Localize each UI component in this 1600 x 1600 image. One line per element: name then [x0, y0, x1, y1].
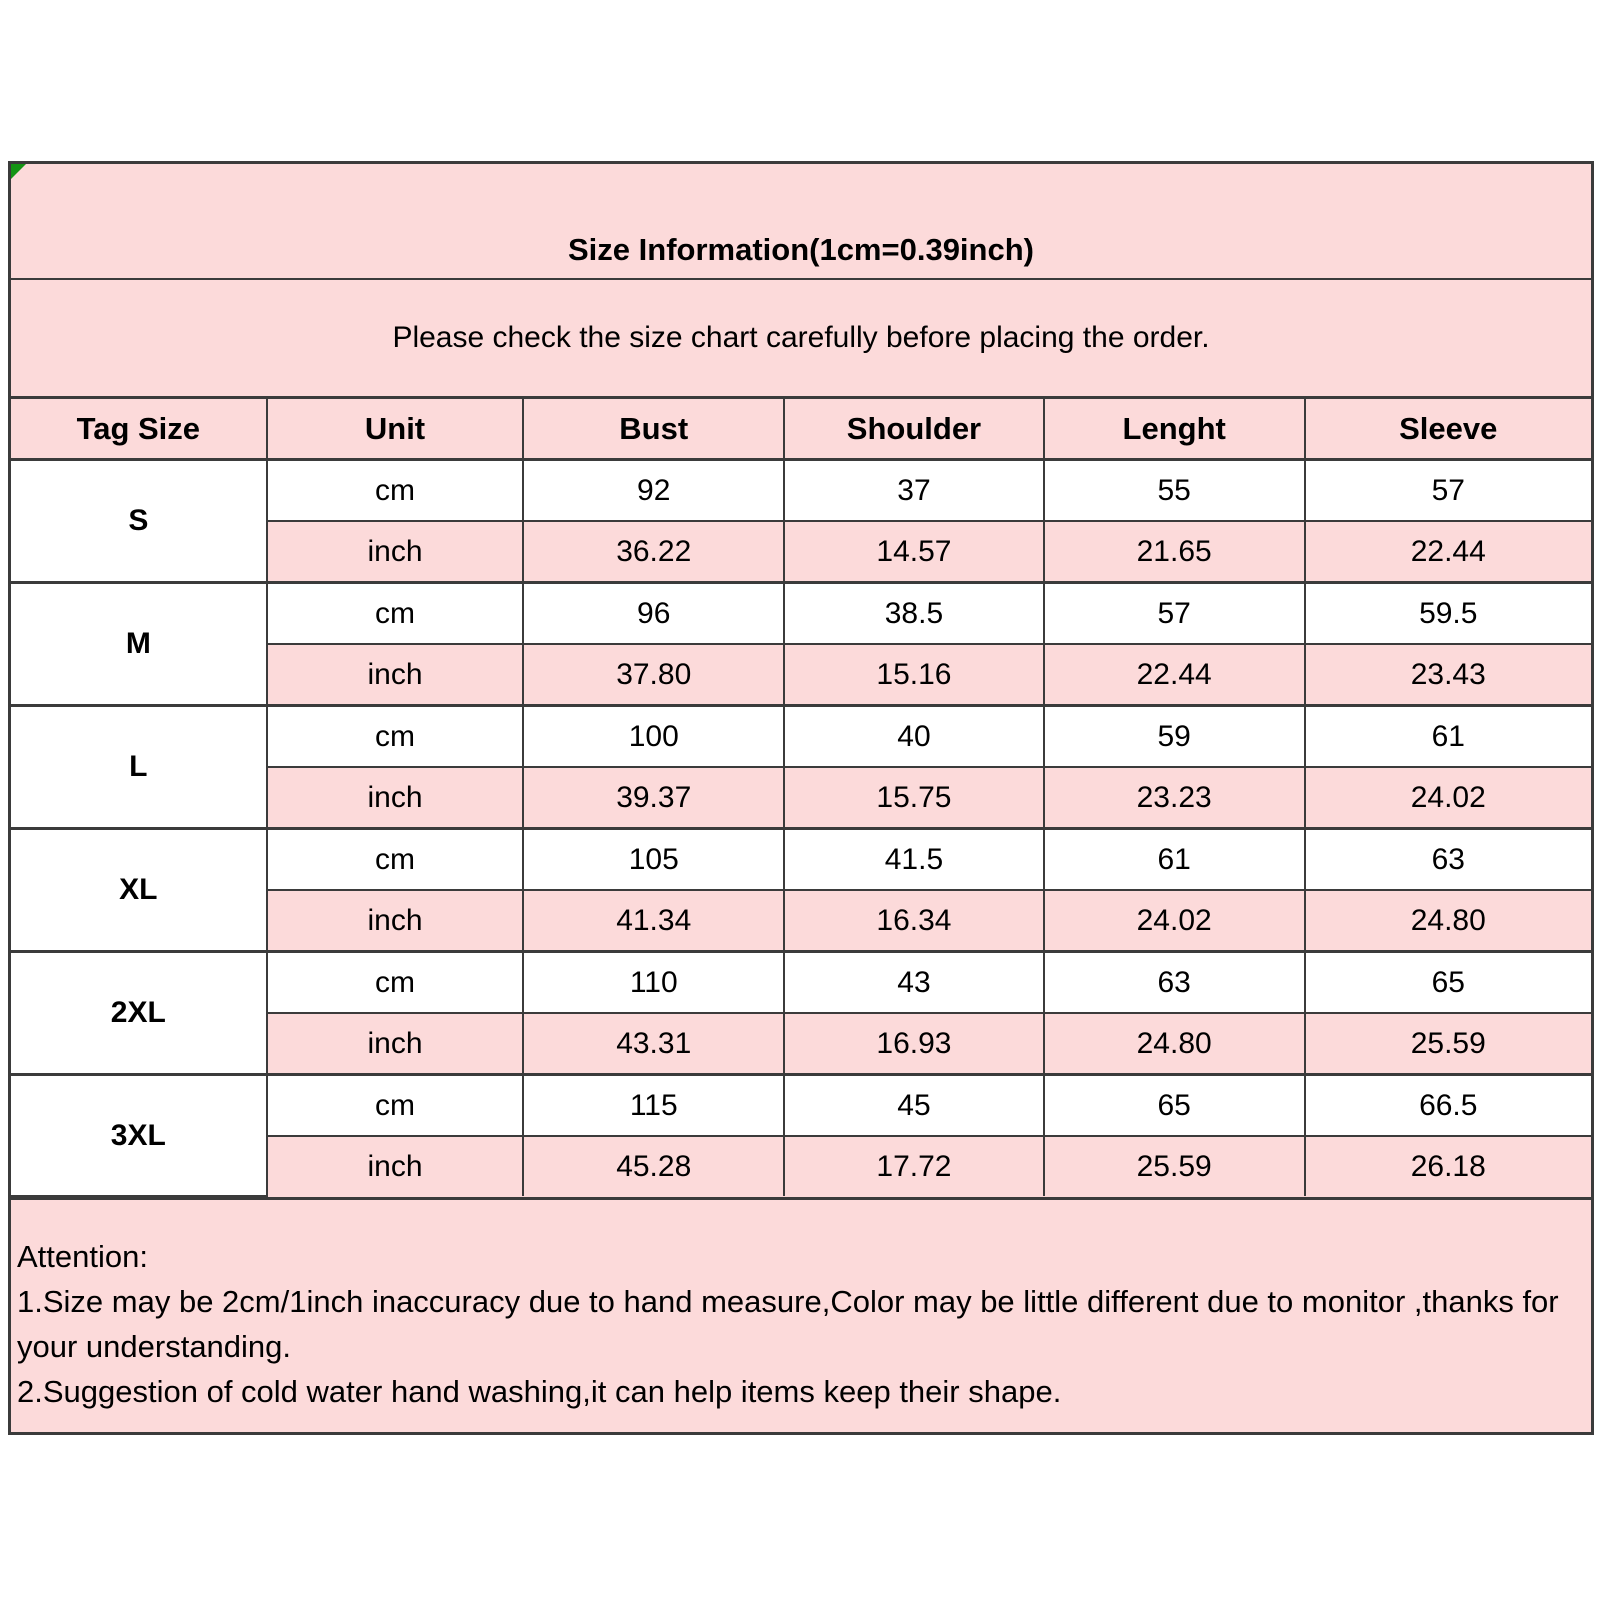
- attention-note: 1.Size may be 2cm/1inch inaccuracy due to hand measure,Color may be little different due to monitor ,thanks for your understanding.: [17, 1284, 1559, 1364]
- tag-size-cell: M: [11, 583, 267, 706]
- column-header-sleeve: Sleeve: [1305, 399, 1591, 460]
- value-cell: 40: [784, 706, 1044, 768]
- value-cell: 15.75: [784, 767, 1044, 829]
- value-cell: 63: [1305, 829, 1591, 891]
- value-cell: 55: [1044, 460, 1305, 522]
- table-row-l-cm: [11, 706, 1591, 768]
- value-cell: 43.31: [523, 1013, 784, 1075]
- size-chart-sheet: [8, 161, 1594, 1435]
- value-cell: 57: [1305, 460, 1591, 522]
- value-cell: 61: [1044, 829, 1305, 891]
- column-header-tag-size: Tag Size: [11, 399, 267, 460]
- value-cell: 39.37: [523, 767, 784, 829]
- attention-label: Attention:: [17, 1239, 148, 1274]
- value-cell: 36.22: [523, 521, 784, 583]
- table-row-xl-cm: [11, 829, 1591, 891]
- value-cell: 37.80: [523, 644, 784, 706]
- value-cell: 61: [1305, 706, 1591, 768]
- value-cell: 16.93: [784, 1013, 1044, 1075]
- column-header-shoulder: Shoulder: [784, 399, 1044, 460]
- unit-cell: inch: [267, 767, 524, 829]
- table-row-3xl-cm: [11, 1075, 1591, 1137]
- value-cell: 25.59: [1044, 1136, 1305, 1196]
- value-cell: 21.65: [1044, 521, 1305, 583]
- value-cell: 26.18: [1305, 1136, 1591, 1196]
- unit-cell: cm: [267, 829, 524, 891]
- attention-block: [11, 1197, 1591, 1432]
- value-cell: 37: [784, 460, 1044, 522]
- size-table: [11, 399, 1591, 1197]
- value-cell: 41.34: [523, 890, 784, 952]
- tag-size-cell: L: [11, 706, 267, 829]
- unit-cell: cm: [267, 952, 524, 1014]
- value-cell: 24.80: [1305, 890, 1591, 952]
- table-row-m-cm: [11, 583, 1591, 645]
- value-cell: 43: [784, 952, 1044, 1014]
- unit-cell: cm: [267, 460, 524, 522]
- attention-note: 2.Suggestion of cold water hand washing,it can help items keep their shape.: [17, 1374, 1062, 1409]
- tag-size-cell: S: [11, 460, 267, 583]
- column-header-bust: Bust: [523, 399, 784, 460]
- unit-cell: cm: [267, 583, 524, 645]
- unit-cell: inch: [267, 521, 524, 583]
- value-cell: 63: [1044, 952, 1305, 1014]
- value-cell: 22.44: [1305, 521, 1591, 583]
- value-cell: 110: [523, 952, 784, 1014]
- value-cell: 17.72: [784, 1136, 1044, 1196]
- value-cell: 59.5: [1305, 583, 1591, 645]
- tag-size-cell: 2XL: [11, 952, 267, 1075]
- table-header-row: [11, 399, 1591, 460]
- value-cell: 65: [1305, 952, 1591, 1014]
- value-cell: 14.57: [784, 521, 1044, 583]
- value-cell: 92: [523, 460, 784, 522]
- tag-size-cell: 3XL: [11, 1075, 267, 1197]
- subtitle-row: [11, 280, 1591, 399]
- tag-size-cell: XL: [11, 829, 267, 952]
- value-cell: 96: [523, 583, 784, 645]
- value-cell: 45: [784, 1075, 1044, 1137]
- value-cell: 57: [1044, 583, 1305, 645]
- unit-cell: cm: [267, 706, 524, 768]
- column-header-unit: Unit: [267, 399, 524, 460]
- value-cell: 41.5: [784, 829, 1044, 891]
- value-cell: 23.23: [1044, 767, 1305, 829]
- table-row-s-cm: [11, 460, 1591, 522]
- value-cell: 65: [1044, 1075, 1305, 1137]
- table-row-2xl-cm: [11, 952, 1591, 1014]
- column-header-lenght: Lenght: [1044, 399, 1305, 460]
- attention-notes: [17, 1279, 1585, 1414]
- value-cell: 24.02: [1044, 890, 1305, 952]
- unit-cell: inch: [267, 1136, 524, 1196]
- value-cell: 15.16: [784, 644, 1044, 706]
- unit-cell: inch: [267, 1013, 524, 1075]
- value-cell: 59: [1044, 706, 1305, 768]
- unit-cell: inch: [267, 644, 524, 706]
- subtitle-text: Please check the size chart carefully before placing the order.: [392, 321, 1210, 354]
- value-cell: 100: [523, 706, 784, 768]
- value-cell: 24.02: [1305, 767, 1591, 829]
- value-cell: 22.44: [1044, 644, 1305, 706]
- value-cell: 105: [523, 829, 784, 891]
- unit-cell: inch: [267, 890, 524, 952]
- value-cell: 115: [523, 1075, 784, 1137]
- value-cell: 45.28: [523, 1136, 784, 1196]
- title-row: [11, 164, 1591, 280]
- value-cell: 23.43: [1305, 644, 1591, 706]
- value-cell: 24.80: [1044, 1013, 1305, 1075]
- value-cell: 16.34: [784, 890, 1044, 952]
- value-cell: 25.59: [1305, 1013, 1591, 1075]
- value-cell: 66.5: [1305, 1075, 1591, 1137]
- unit-cell: cm: [267, 1075, 524, 1137]
- excel-corner-triangle-icon: [11, 164, 26, 179]
- page-title: Size Information(1cm=0.39inch): [568, 232, 1034, 267]
- value-cell: 38.5: [784, 583, 1044, 645]
